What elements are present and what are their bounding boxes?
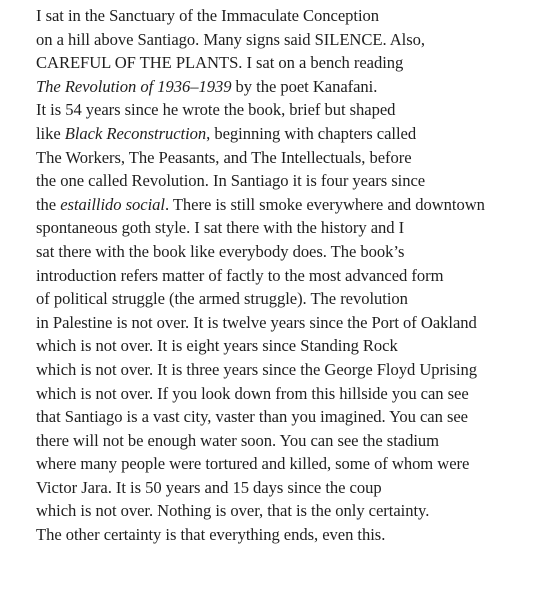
poem-line-text: which is not over. Nothing is over, that is the only certainty. [36,501,430,521]
poem-line [36,311,536,335]
poem-line-text: Victor Jara. It is 50 years and 15 days since the coup [36,477,382,497]
poem-line-text: I sat in the Sanctuary of the Immaculate Conception [36,6,380,25]
poem-line [36,523,536,547]
poem-line-text: CAREFUL OF THE PLANTS. I sat on a bench reading [36,53,404,73]
poem-line-text: introduction refers matter of factly to the most advanced form [36,265,444,285]
poem-line-text: like [36,123,65,143]
poem-line [36,429,536,453]
poem-line-text: by the poet Kanafani. [231,76,378,96]
poem-line-text: . There is still smoke everywhere and downtown [164,194,485,214]
poem-line [36,216,536,240]
poem-line-text: in Palestine is not over. It is twelve years since the Port of Oakland [36,312,477,332]
poem-line-text: which is not over. It is eight years since Standing Rock [36,336,398,356]
poem-line-text: which is not over. If you look down from this hillside you can see [36,383,469,403]
poem-line [36,405,536,429]
poem-text-block [36,4,536,547]
poem-line [36,334,536,358]
poem-line [36,193,536,217]
poem-line-text: where many people were tortured and killed, some of whom were [36,454,470,474]
poem-line [36,476,536,500]
italic-title-text: The Revolution of 1936–1939 [36,76,232,96]
poem-line-text: of political struggle (the armed struggle). The revolution [36,289,408,309]
poem-line [36,51,536,75]
italic-title-text: Black Reconstruction [64,123,207,143]
poem-line-text: the one called Revolution. In Santiago it is four years since [36,171,426,191]
poem-line [36,287,536,311]
poem-line-text: , beginning with chapters called [206,123,417,143]
italic-title-text: estaillido social [60,194,165,214]
poem-line-text: the [36,194,61,214]
poem-line [36,75,536,99]
poem-line [36,382,536,406]
poem-line-text: that Santiago is a vast city, vaster than you imagined. You can see [36,407,468,427]
poem-line [36,122,536,146]
poem-line-text: The other certainty is that everything ends, even this. [36,525,386,545]
poem-line-text: It is 54 years since he wrote the book, brief but shaped [36,100,396,120]
poem-line [36,4,536,28]
poem-line [36,98,536,122]
poem-line-text: on a hill above Santiago. Many signs said SILENCE. Also, [36,29,425,49]
poem-line-text: which is not over. It is three years since the George Floyd Uprising [36,359,478,379]
poem-line-text: The Workers, The Peasants, and The Intellectuals, before [36,147,412,167]
poem-line-text: sat there with the book like everybody does. The book’s [36,241,405,261]
poem-line [36,264,536,288]
poem-line [36,240,536,264]
poem-line [36,146,536,170]
poem-line-text: there will not be enough water soon. You can see the stadium [36,430,440,450]
poem-line [36,452,536,476]
poem-line [36,28,536,52]
poem-line-text: spontaneous goth style. I sat there with the history and I [36,218,405,238]
poem-line [36,499,536,523]
poem-line [36,358,536,382]
poem-line [36,169,536,193]
